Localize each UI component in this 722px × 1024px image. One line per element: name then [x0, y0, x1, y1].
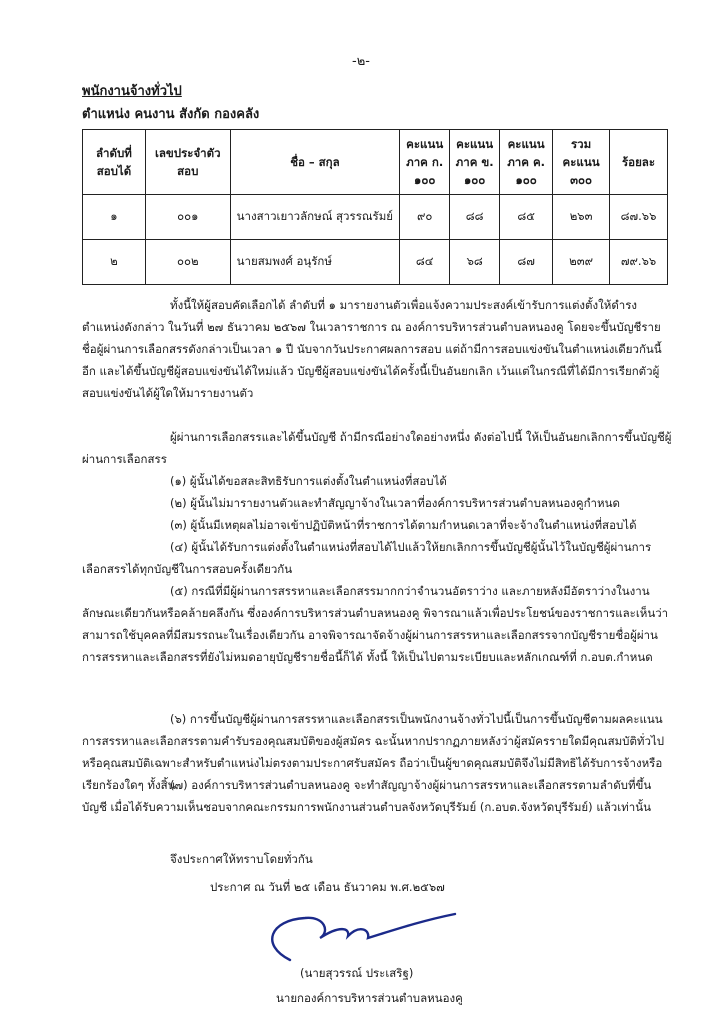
header-name: ชื่อ – สกุล	[230, 130, 400, 195]
cell-score-c: ๘๕	[500, 195, 553, 240]
score-table	[82, 129, 668, 285]
cell-percent: ๘๗.๖๖	[610, 195, 668, 240]
table-header-row	[83, 130, 668, 195]
cell-score-a: ๘๔	[400, 240, 450, 285]
cell-score-c: ๘๗	[500, 240, 553, 285]
page-number: -๒-	[352, 54, 370, 69]
cell-total: ๒๖๓	[553, 195, 610, 240]
cell-score-a: ๙๐	[400, 195, 450, 240]
cell-rank: ๒	[83, 240, 146, 285]
paragraph-cancellation-conditions: ผู้ผ่านการเลือกสรรและได้ขึ้นบัญชี ถ้ามีกรณีอย่างใดอย่างหนึ่ง ดังต่อไปนี้ ให้เป็นอันยกเลิกการขึ้นบัญชีผู้ผ่านการเลือกสรร	[82, 430, 672, 466]
header-score-c: คะแนน ภาค ค. ๑๐๐	[500, 130, 553, 195]
announcement-line: จึงประกาศให้ทราบโดยทั่วกัน	[170, 852, 313, 866]
condition-item-7: (๗) องค์การบริหารส่วนตำบลหนองคู จะทำสัญญาจ้างผู้ผ่านการสรรหาและเลือกสรรตามลำดับที่ขึ้นบัญชี เมื่อได้รับความเห็นชอบจากคณะกรรมการพนักงานส่วนตำบลจังหวัดบุรีรัมย์ (ก.อบต.จังหวัดบุรีรัมย์) แล้วเท่านั้น	[82, 778, 652, 814]
header-percent: ร้อยละ	[610, 130, 668, 195]
section-title: พนักงานจ้างทั่วไป	[82, 84, 182, 99]
header-total: รวม คะแนน ๓๐๐	[553, 130, 610, 195]
signer-position: นายกองค์การบริหารส่วนตำบลหนองคู	[276, 991, 463, 1005]
cell-exam-id: ๐๐๒	[145, 240, 230, 285]
paragraph-report-instructions: ทั้งนี้ให้ผู้สอบคัดเลือกได้ ลำดับที่ ๑ มารายงานตัวเพื่อแจ้งความประสงค์เข้ารับการแต่งตั้งให้ดำรงตำแหน่งดังกล่าว ในวันที่ ๒๗ ธันวาคม ๒๕๖๗ ในเวลาราชการ ณ องค์การบริหารส่วนตำบลหนองคู โดยจะขึ้นบัญชีรายชื่อผู้ผ่านการเลือกสรรดังกล่าวเป็นเวลา ๑ ปี นับจากวันประกาศผลการสอบ แต่ถ้ามีการสอบแข่งขันในตำแหน่งเดียวกันนี้อีก และได้ขึ้นบัญชีผู้สอบแข่งขันได้ใหม่แล้ว บัญชีผู้สอบแข่งขันได้ครั้งนี้เป็นอันยกเลิก เว้นแต่ในกรณีที่ได้มีการเรียกตัวผู้สอบแข่งขันได้ผู้ใดให้มารายงานตัว	[82, 298, 662, 400]
date-line: ประกาศ ณ วันที่ ๒๕ เดือน ธันวาคม พ.ศ.๒๕๖๗	[210, 880, 445, 894]
header-score-b: คะแนน ภาค ข. ๑๐๐	[450, 130, 500, 195]
condition-item-2: (๒) ผู้นั้นไม่มารายงานตัวและทำสัญญาจ้างในเวลาที่องค์การบริหารส่วนตำบลหนองคูกำหนด	[170, 496, 620, 510]
cell-score-b: ๖๘	[450, 240, 500, 285]
cell-name: นายสมพงศ์ อนุรักษ์	[230, 240, 400, 285]
cell-total: ๒๓๙	[553, 240, 610, 285]
condition-item-3: (๓) ผู้นั้นมีเหตุผลไม่อาจเข้าปฏิบัติหน้าที่ราชการได้ตามกำหนดเวลาที่จะจ้างในตำแหน่งที่สอบได้	[170, 518, 637, 532]
position-line: ตำแหน่ง คนงาน สังกัด กองคลัง	[82, 107, 260, 122]
condition-item-5: (๕) กรณีที่มีผู้ผ่านการสรรหาและเลือกสรรมากกว่าจำนวนอัตราว่าง และภายหลังมีอัตราว่างในงานลักษณะเดียวกันหรือคล้ายคลึงกัน ซึ่งองค์การบริหารส่วนตำบลหนองคู พิจารณาแล้วเพื่อประโยชน์ของราชการและเห็นว่าสามารถใช้บุคคลที่มีสมรรถนะในเรื่องเดียวกัน อาจพิจารณาจัดจ้างผู้ผ่านการสรรหาและเลือกสรรจากบัญชีรายชื่อผู้ผ่านการสรรหาและเลือกสรรที่ยังไม่หมดอายุบัญชีรายชื่อนี้ก็ได้ ทั้งนี้ ให้เป็นไปตามระเบียบและหลักเกณฑ์ที่ ก.อบต.กำหนด	[82, 584, 669, 664]
cell-score-b: ๘๘	[450, 195, 500, 240]
table-row	[83, 195, 668, 240]
condition-item-4: (๔) ผู้นั้นได้รับการแต่งตั้งในตำแหน่งที่สอบได้ไปแล้วให้ยกเลิกการขึ้นบัญชีผู้นั้นไว้ในบัญชีผู้ผ่านการเลือกสรรได้ทุกบัญชีในการสอบครั้งเดียวกัน	[82, 540, 652, 576]
header-exam-id: เลขประจำตัว สอบ	[145, 130, 230, 195]
cell-exam-id: ๐๐๑	[145, 195, 230, 240]
header-rank: ลำดับที่ สอบได้	[83, 130, 146, 195]
condition-item-6: (๖) การขึ้นบัญชีผู้ผ่านการสรรหาและเลือกสรรเป็นพนักงานจ้างทั่วไปนี้เป็นการขึ้นบัญชีตามผลคะแนนการสรรหาและเลือกสรรตามคำรับรองคุณสมบัติของผู้สมัคร ฉะนั้นหากปรากฏภายหลังว่าผู้สมัครรายใดมีคุณสมบัติทั่วไปหรือคุณสมบัติเฉพาะสำหรับตำแหน่งไม่ตรงตามประกาศรับสมัคร ถือว่าเป็นผู้ขาดคุณสมบัติจึงไม่มีสิทธิได้รับการจ้างหรือเรียกร้องใดๆ ทั้งสิ้น	[82, 712, 665, 792]
table-row	[83, 240, 668, 285]
cell-rank: ๑	[83, 195, 146, 240]
cell-percent: ๗๙.๖๖	[610, 240, 668, 285]
header-score-a: คะแนน ภาค ก. ๑๐๐	[400, 130, 450, 195]
signer-name: (นายสุวรรณ์ ประเสริฐ)	[300, 966, 414, 980]
condition-item-1: (๑) ผู้นั้นได้ขอสละสิทธิรับการแต่งตั้งในตำแหน่งที่สอบได้	[170, 474, 447, 488]
cell-name: นางสาวเยาวลักษณ์ สุวรรณรัมย์	[230, 195, 400, 240]
